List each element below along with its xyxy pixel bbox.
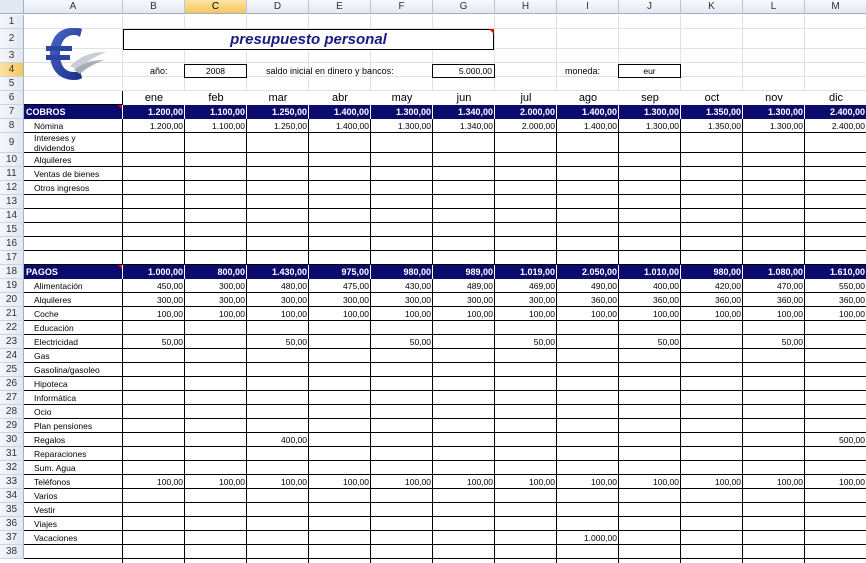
pagos-value-mar[interactable]: 50,00 <box>285 337 307 347</box>
pagos-value-dic[interactable]: 100,00 <box>839 309 865 319</box>
band-separator <box>494 265 495 279</box>
cobros-item-label: Ventas de bienes <box>34 169 100 179</box>
pagos-value-sep[interactable]: 50,00 <box>657 337 679 347</box>
row-header-32[interactable]: 32 <box>0 461 24 475</box>
select-all-corner[interactable] <box>0 0 24 14</box>
pagos-value-sep[interactable]: 100,00 <box>653 309 679 319</box>
pagos-item-label: Educación <box>34 323 74 333</box>
gridline-row-strong <box>24 222 866 223</box>
row-header-13[interactable]: 13 <box>0 195 24 209</box>
band-separator <box>432 105 433 119</box>
pagos-value-ene[interactable]: 300,00 <box>157 295 183 305</box>
column-header-i[interactable]: I <box>557 0 619 14</box>
band-separator <box>246 265 247 279</box>
row-header-36[interactable]: 36 <box>0 517 24 531</box>
cobros-total-sep[interactable]: 1.300,00 <box>643 107 679 117</box>
gridline-row-strong <box>24 390 866 391</box>
pagos-total-jun[interactable]: 989,00 <box>465 267 493 277</box>
row-header-14[interactable]: 14 <box>0 209 24 223</box>
gridline-row-strong <box>24 558 866 559</box>
pagos-value-dic[interactable]: 100,00 <box>839 477 865 487</box>
cobros-value-jun[interactable]: 1.340,00 <box>459 121 493 131</box>
pagos-value-jul[interactable]: 300,00 <box>529 295 555 305</box>
pagos-item-label: Alimentación <box>34 281 83 291</box>
pagos-value-sep[interactable]: 360,00 <box>653 295 679 305</box>
page-title: presupuesto personal <box>230 31 387 48</box>
cobros-item-label: Otros ingresos <box>34 183 90 193</box>
cobros-value-mar[interactable]: 1.250,00 <box>273 121 307 131</box>
gridline-col-strong <box>308 91 309 563</box>
gridline-row-strong <box>24 418 866 419</box>
pagos-value-ago[interactable]: 100,00 <box>591 477 617 487</box>
gridline-row-strong <box>24 194 866 195</box>
pagos-value-mar[interactable]: 300,00 <box>281 295 307 305</box>
row-header-3[interactable]: 3 <box>0 49 24 63</box>
band-separator <box>742 105 743 119</box>
pagos-value-nov[interactable]: 50,00 <box>781 337 803 347</box>
pagos-value-may[interactable]: 50,00 <box>409 337 431 347</box>
pagos-value-may[interactable]: 430,00 <box>405 281 431 291</box>
column-header-e[interactable]: E <box>309 0 371 14</box>
column-header-g[interactable]: G <box>433 0 495 14</box>
band-separator <box>122 265 123 279</box>
pagos-value-jun[interactable]: 489,00 <box>467 281 493 291</box>
pagos-value-jul[interactable]: 469,00 <box>529 281 555 291</box>
pagos-value-abr[interactable]: 100,00 <box>343 309 369 319</box>
month-header-sep: sep <box>619 91 681 105</box>
pagos-total-oct[interactable]: 980,00 <box>713 267 741 277</box>
band-separator <box>556 265 557 279</box>
pagos-value-abr[interactable]: 300,00 <box>343 295 369 305</box>
pagos-item-label: Teléfonos <box>34 477 71 487</box>
row-header-4[interactable]: 4 <box>0 63 24 77</box>
pagos-item-label: Hipoteca <box>34 379 68 389</box>
gridline-col-strong <box>370 91 371 563</box>
year-label: año: <box>150 66 168 76</box>
row-header-17[interactable]: 17 <box>0 251 24 265</box>
pagos-value-jul[interactable]: 100,00 <box>529 309 555 319</box>
month-header-ene: ene <box>123 91 185 105</box>
gridline-col-strong <box>184 91 185 563</box>
cobros-total-ago[interactable]: 1.400,00 <box>581 107 617 117</box>
band-separator <box>184 265 185 279</box>
cobros-value-sep[interactable]: 1.300,00 <box>645 121 679 131</box>
pagos-value-oct[interactable]: 360,00 <box>715 295 741 305</box>
cobros-total-mar[interactable]: 1.250,00 <box>271 107 307 117</box>
cobros-value-jul[interactable]: 2.000,00 <box>521 121 555 131</box>
pagos-value-dic[interactable]: 360,00 <box>839 295 865 305</box>
cobros-total-ene[interactable]: 1.200,00 <box>147 107 183 117</box>
band-separator <box>680 265 681 279</box>
pagos-value-nov[interactable]: 100,00 <box>777 477 803 487</box>
pagos-total-ago[interactable]: 2.050,00 <box>581 267 617 277</box>
row-header-7[interactable]: 7 <box>0 105 24 119</box>
pagos-value-feb[interactable]: 100,00 <box>219 477 245 487</box>
band-separator <box>370 105 371 119</box>
currency-label: moneda: <box>565 66 601 76</box>
pagos-item-label: Coche <box>34 309 59 319</box>
pagos-item-label: Electricidad <box>34 337 78 347</box>
column-header-f[interactable]: F <box>371 0 433 14</box>
pagos-value-nov[interactable]: 100,00 <box>777 309 803 319</box>
pagos-value-jun[interactable]: 300,00 <box>467 295 493 305</box>
pagos-item-label: Varios <box>34 491 58 501</box>
cobros-value-nov[interactable]: 1.300,00 <box>769 121 803 131</box>
column-header-d[interactable]: D <box>247 0 309 14</box>
pagos-value-may[interactable]: 100,00 <box>405 477 431 487</box>
month-header-jul: jul <box>495 91 557 105</box>
band-separator <box>432 265 433 279</box>
pagos-value-jul[interactable]: 50,00 <box>533 337 555 347</box>
pagos-value-jun[interactable]: 100,00 <box>467 477 493 487</box>
column-header-b[interactable]: B <box>123 0 185 14</box>
pagos-value-sep[interactable]: 100,00 <box>653 477 679 487</box>
pagos-value-oct[interactable]: 100,00 <box>715 477 741 487</box>
pagos-total-mar[interactable]: 1.430,00 <box>271 267 307 277</box>
row-header-19[interactable]: 19 <box>0 279 24 293</box>
pagos-value-oct[interactable]: 420,00 <box>715 281 741 291</box>
cobros-label: COBROS <box>26 107 66 117</box>
row-header-34[interactable]: 34 <box>0 489 24 503</box>
pagos-value-dic[interactable]: 550,00 <box>839 281 865 291</box>
gridline-row-strong <box>24 530 866 531</box>
band-separator <box>246 105 247 119</box>
row-header-29[interactable]: 29 <box>0 419 24 433</box>
cobros-total-may[interactable]: 1.300,00 <box>395 107 431 117</box>
gridline-col-strong <box>246 91 247 563</box>
pagos-item-label: Alquileres <box>34 295 72 305</box>
band-separator <box>370 265 371 279</box>
row-header-6[interactable]: 6 <box>0 91 24 105</box>
year-field[interactable]: 2008 <box>184 64 247 78</box>
cobros-item-label: Alquileres <box>34 155 72 165</box>
cobros-total-oct[interactable]: 1.350,00 <box>705 107 741 117</box>
row-header-11[interactable]: 11 <box>0 167 24 181</box>
pagos-value-ene[interactable]: 50,00 <box>161 337 183 347</box>
column-header-a[interactable]: A <box>24 0 123 14</box>
gridline-row-strong <box>24 432 866 433</box>
gridline-col-strong <box>618 91 619 563</box>
row-header-35[interactable]: 35 <box>0 503 24 517</box>
row-header-15[interactable]: 15 <box>0 223 24 237</box>
pagos-value-jun[interactable]: 100,00 <box>467 309 493 319</box>
month-header-dic: dic <box>805 91 866 105</box>
row-header-28[interactable]: 28 <box>0 405 24 419</box>
pagos-item-label: Informática <box>34 393 77 403</box>
pagos-total-sep[interactable]: 1.010,00 <box>643 267 679 277</box>
band-separator <box>804 265 805 279</box>
pagos-item-label: Viajes <box>34 519 57 529</box>
pagos-value-mar[interactable]: 480,00 <box>281 281 307 291</box>
gridline-col-strong <box>680 91 681 563</box>
gridline-row-strong <box>24 544 866 545</box>
pagos-value-nov[interactable]: 470,00 <box>777 281 803 291</box>
pagos-total-nov[interactable]: 1.080,00 <box>767 267 803 277</box>
pagos-value-may[interactable]: 100,00 <box>405 309 431 319</box>
pagos-value-mar[interactable]: 400,00 <box>281 435 307 445</box>
month-header-jun: jun <box>433 91 495 105</box>
gridline-row-strong <box>24 166 866 167</box>
column-header-c[interactable]: C <box>185 0 247 14</box>
pagos-item-label: Ocio <box>34 407 52 417</box>
row-header-23[interactable]: 23 <box>0 335 24 349</box>
band-separator <box>618 265 619 279</box>
month-header-may: may <box>371 91 433 105</box>
cobros-value-feb[interactable]: 1.100,00 <box>211 121 245 131</box>
title-cell[interactable] <box>123 29 494 50</box>
month-header-oct: oct <box>681 91 743 105</box>
gridline-row-strong <box>24 250 866 251</box>
row-header-20[interactable]: 20 <box>0 293 24 307</box>
row-header-30[interactable]: 30 <box>0 433 24 447</box>
pagos-label: PAGOS <box>26 267 58 277</box>
row-header-21[interactable]: 21 <box>0 307 24 321</box>
band-separator <box>494 105 495 119</box>
band-separator <box>680 105 681 119</box>
pagos-item-label: Sum. Agua <box>34 463 76 473</box>
gridline-row-strong <box>24 404 866 405</box>
cobros-item-label-2: dividendos <box>34 143 75 153</box>
pagos-item-label: Plan pensiones <box>34 421 93 431</box>
pagos-value-mar[interactable]: 100,00 <box>281 309 307 319</box>
band-separator <box>184 105 185 119</box>
cobros-value-ago[interactable]: 1.400,00 <box>583 121 617 131</box>
gridline-row-strong <box>24 502 866 503</box>
row-header-31[interactable]: 31 <box>0 447 24 461</box>
cobros-value-abr[interactable]: 1.400,00 <box>335 121 369 131</box>
band-separator <box>122 105 123 119</box>
pagos-item-label: Gas <box>34 351 50 361</box>
gridline-row-strong <box>24 376 866 377</box>
comment-marker-icon <box>489 29 494 34</box>
pagos-value-oct[interactable]: 100,00 <box>715 309 741 319</box>
cobros-item-label: Intereses y <box>34 133 76 143</box>
row-header-37[interactable]: 37 <box>0 531 24 545</box>
pagos-value-ene[interactable]: 100,00 <box>157 309 183 319</box>
pagos-value-abr[interactable]: 475,00 <box>343 281 369 291</box>
cobros-item-label: Nómina <box>34 121 64 131</box>
band-separator <box>556 105 557 119</box>
gridline-row-strong <box>24 236 866 237</box>
band-separator <box>742 265 743 279</box>
row-header-8[interactable]: 8 <box>0 119 24 133</box>
row-header-10[interactable]: 10 <box>0 153 24 167</box>
band-separator <box>804 105 805 119</box>
row-header-9[interactable]: 9 <box>0 133 24 153</box>
row-header-12[interactable]: 12 <box>0 181 24 195</box>
gridline-col-strong <box>432 91 433 563</box>
column-header-m[interactable]: M <box>805 0 866 14</box>
pagos-value-may[interactable]: 300,00 <box>405 295 431 305</box>
gridline-col-strong <box>556 91 557 563</box>
pagos-total-jul[interactable]: 1.019,00 <box>519 267 555 277</box>
pagos-value-ago[interactable]: 1.000,00 <box>583 533 617 543</box>
cobros-value-ene[interactable]: 1.200,00 <box>149 121 183 131</box>
month-header-abr: abr <box>309 91 371 105</box>
pagos-value-ago[interactable]: 360,00 <box>591 295 617 305</box>
row-header-22[interactable]: 22 <box>0 321 24 335</box>
gridline-row-strong <box>24 446 866 447</box>
cobros-total-dic[interactable]: 2.400,00 <box>829 107 865 117</box>
pagos-total-feb[interactable]: 800,00 <box>217 267 245 277</box>
month-header-feb: feb <box>185 91 247 105</box>
pagos-total-may[interactable]: 980,00 <box>403 267 431 277</box>
pagos-total-abr[interactable]: 975,00 <box>341 267 369 277</box>
cobros-total-jul[interactable]: 2.000,00 <box>519 107 555 117</box>
pagos-value-feb[interactable]: 100,00 <box>219 309 245 319</box>
pagos-total-ene[interactable]: 1.000,00 <box>147 267 183 277</box>
euro-logo-icon <box>44 22 108 84</box>
column-header-h[interactable]: H <box>495 0 557 14</box>
pagos-value-ene[interactable]: 450,00 <box>157 281 183 291</box>
row-header-16[interactable]: 16 <box>0 237 24 251</box>
cobros-total-feb[interactable]: 1.100,00 <box>209 107 245 117</box>
pagos-value-feb[interactable]: 300,00 <box>219 281 245 291</box>
pagos-value-ago[interactable]: 100,00 <box>591 309 617 319</box>
gridline-row-strong <box>24 362 866 363</box>
gridline-row-strong <box>24 516 866 517</box>
pagos-item-label: Vestir <box>34 505 56 515</box>
pagos-value-ene[interactable]: 100,00 <box>157 477 183 487</box>
band-separator <box>308 105 309 119</box>
cobros-total-jun[interactable]: 1.340,00 <box>457 107 493 117</box>
gridline-col-strong <box>804 91 805 563</box>
month-header-nov: nov <box>743 91 805 105</box>
pagos-value-ago[interactable]: 490,00 <box>591 281 617 291</box>
pagos-item-label: Vacaciones <box>34 533 78 543</box>
gridline-row <box>24 62 866 63</box>
cobros-value-may[interactable]: 1.300,00 <box>397 121 431 131</box>
row-header-26[interactable]: 26 <box>0 377 24 391</box>
gridline-row-strong <box>24 460 866 461</box>
gridline-row-strong <box>24 152 866 153</box>
currency-field[interactable]: eur <box>618 64 681 78</box>
row-header-27[interactable]: 27 <box>0 391 24 405</box>
balance-label: saldo inicial en dinero y bancos: <box>266 66 394 76</box>
pagos-value-mar[interactable]: 100,00 <box>281 477 307 487</box>
pagos-item-label: Regalos <box>34 435 66 445</box>
column-header-l[interactable]: L <box>743 0 805 14</box>
row-header-33[interactable]: 33 <box>0 475 24 489</box>
gridline-row-strong <box>24 180 866 181</box>
pagos-value-feb[interactable]: 300,00 <box>219 295 245 305</box>
month-header-mar: mar <box>247 91 309 105</box>
row-header-38[interactable]: 38 <box>0 545 24 559</box>
cobros-total-nov[interactable]: 1.300,00 <box>767 107 803 117</box>
row-header-1[interactable]: 1 <box>0 15 24 29</box>
column-header-k[interactable]: K <box>681 0 743 14</box>
row-header-5[interactable]: 5 <box>0 77 24 91</box>
pagos-value-jul[interactable]: 100,00 <box>529 477 555 487</box>
pagos-value-dic[interactable]: 500,00 <box>839 435 865 445</box>
balance-field[interactable]: 5.000,00 <box>432 64 495 78</box>
pagos-item-label: Gasolina/gasoleo <box>34 365 100 375</box>
row-header-24[interactable]: 24 <box>0 349 24 363</box>
row-header-25[interactable]: 25 <box>0 363 24 377</box>
cobros-total-abr[interactable]: 1.400,00 <box>333 107 369 117</box>
pagos-total-dic[interactable]: 1.610,00 <box>829 267 865 277</box>
gridline-col-strong <box>494 91 495 563</box>
pagos-value-sep[interactable]: 400,00 <box>653 281 679 291</box>
pagos-value-abr[interactable]: 100,00 <box>343 477 369 487</box>
band-separator <box>308 265 309 279</box>
pagos-value-nov[interactable]: 360,00 <box>777 295 803 305</box>
band-separator <box>618 105 619 119</box>
cobros-value-oct[interactable]: 1.350,00 <box>707 121 741 131</box>
row-header-2[interactable]: 2 <box>0 29 24 49</box>
column-header-j[interactable]: J <box>619 0 681 14</box>
month-header-ago: ago <box>557 91 619 105</box>
gridline-row-strong <box>24 208 866 209</box>
cobros-value-dic[interactable]: 2.400,00 <box>831 121 865 131</box>
pagos-item-label: Reparaciones <box>34 449 87 459</box>
gridline-col-strong <box>742 91 743 563</box>
row-header-18[interactable]: 18 <box>0 265 24 279</box>
